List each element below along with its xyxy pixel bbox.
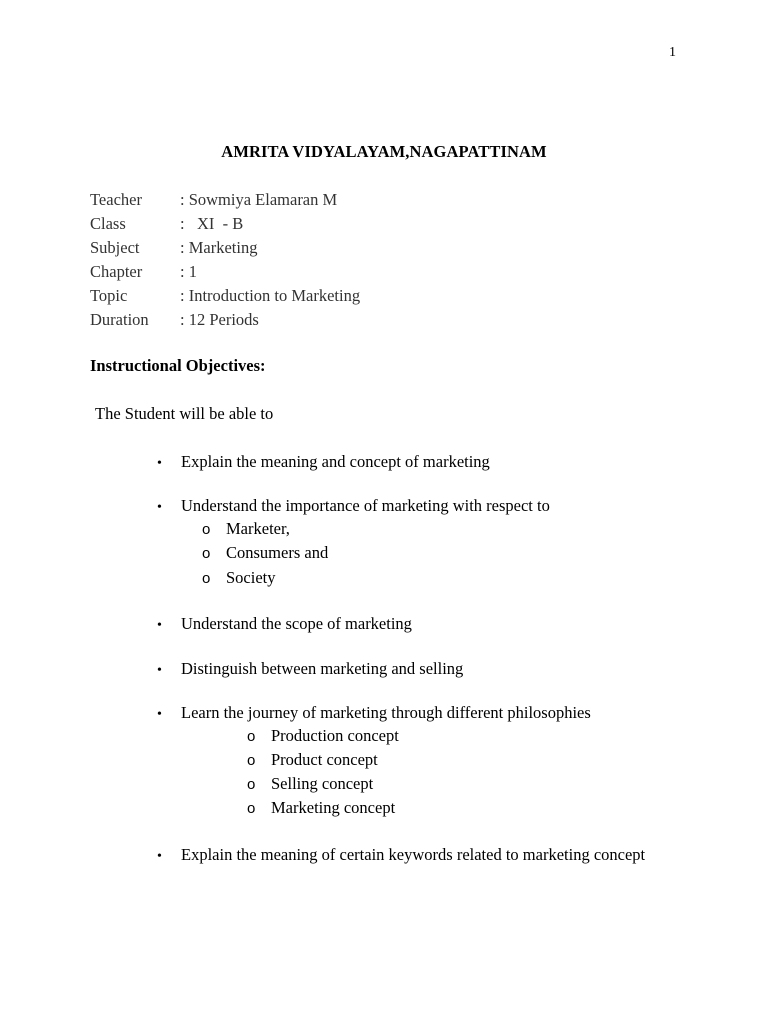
sub-list-item [202,519,290,543]
sub-list-item [202,543,328,567]
bullet-icon: • [157,707,162,722]
objective-text: Learn the journey of marketing through different philosophies [181,703,591,722]
objective-text: Understand the scope of marketing [181,614,412,633]
sub-list-item [247,798,395,822]
sub-item-text: Product concept [271,750,378,769]
bullet-icon: • [157,618,162,633]
objective-text: Explain the meaning of certain keywords related to marketing concept [181,845,646,864]
sub-item-text: Selling concept [271,774,374,793]
info-row-duration [90,308,360,332]
circle-bullet-icon: o [202,521,211,538]
info-label: Teacher [90,190,142,209]
info-row-teacher [90,188,360,212]
info-label: Chapter [90,262,143,281]
objective-item [157,703,591,723]
objective-item [157,845,645,865]
sub-list-item [247,750,378,774]
objective-item [157,496,550,516]
circle-bullet-icon: o [247,728,256,745]
school-title: AMRITA VIDYALAYAM,NAGAPATTINAM [221,142,547,161]
info-label: Duration [90,310,149,329]
sub-item-text: Consumers and [226,543,329,562]
info-value: : 1 [180,262,197,281]
info-row-subject [90,236,360,260]
circle-bullet-icon: o [247,800,256,817]
circle-bullet-icon: o [202,545,211,562]
sub-item-text: Marketer, [226,519,290,538]
objectives-heading: Instructional Objectives: [90,356,266,375]
intro-line: The Student will be able to [95,404,274,423]
info-value: : XI - B [180,214,244,233]
circle-bullet-icon: o [202,570,211,587]
sub-item-text: Production concept [271,726,399,745]
circle-bullet-icon: o [247,776,256,793]
objective-text: Explain the meaning and concept of marketing [181,452,490,471]
sub-item-text: Marketing concept [271,798,396,817]
objective-item [157,614,412,634]
info-row-topic [90,284,360,308]
sub-item-text: Society [226,568,276,587]
objective-item [157,659,463,679]
info-row-chapter [90,260,360,284]
page-number: 1 [669,45,676,60]
info-label: Topic [90,286,128,305]
info-label: Class [90,214,126,233]
info-value: : Introduction to Marketing [180,286,361,305]
info-label: Subject [90,238,140,257]
info-table [90,188,360,332]
info-value: : Sowmiya Elamaran M [180,190,338,209]
info-row-class [90,212,360,236]
bullet-icon: • [157,849,162,864]
circle-bullet-icon: o [247,752,256,769]
bullet-icon: • [157,456,162,471]
sub-list-item [247,774,373,798]
sub-list-item [202,568,276,592]
objective-text: Understand the importance of marketing with respect to [181,496,550,515]
objective-item [157,452,490,472]
objective-text: Distinguish between marketing and selling [181,659,464,678]
sub-list-item [247,726,399,750]
bullet-icon: • [157,663,162,678]
info-value: : 12 Periods [180,310,259,329]
info-value: : Marketing [180,238,258,257]
bullet-icon: • [157,500,162,515]
